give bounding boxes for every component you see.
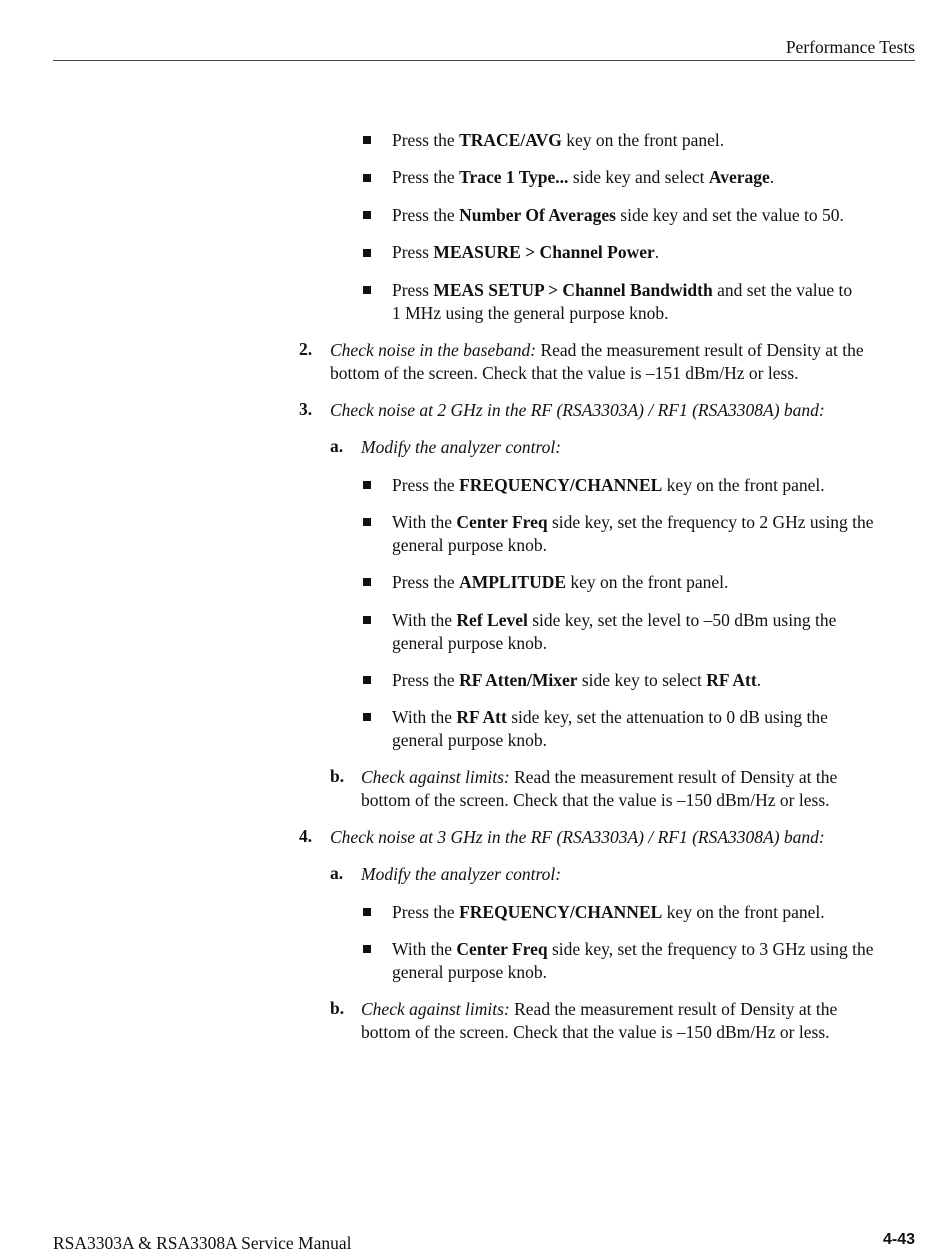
text-run: With the — [392, 939, 457, 959]
text-run: general purpose knob. — [392, 535, 548, 555]
substep-text-continued: bottom of the screen. Check that the value is –150 dBm/Hz or less. — [361, 1022, 830, 1042]
bullet-text — [392, 511, 874, 534]
text-run: Press the — [392, 670, 460, 690]
bullet-text — [392, 204, 844, 227]
bullet-icon — [363, 578, 371, 586]
bold-run: TRACE/AVG — [459, 130, 562, 150]
bold-run: FREQUENCY/CHANNEL — [459, 475, 663, 495]
bold-run: Ref Level — [456, 610, 528, 630]
bullet-text-continued — [392, 534, 547, 557]
step-text — [330, 339, 864, 362]
step-title: Check noise at 2 GHz in the RF (RSA3303A) / RF1 (RSA3308A) band: — [330, 400, 825, 420]
substep-letter: b. — [330, 766, 345, 786]
bullet-icon — [363, 249, 371, 257]
text-run: . — [756, 670, 762, 690]
bold-run: MEASURE > Channel Power — [433, 242, 655, 262]
bold-run: RF Atten/Mixer — [459, 670, 578, 690]
text-run: . — [769, 167, 775, 187]
text-run: key on the front panel. — [566, 572, 729, 592]
text-run: Press the — [392, 130, 460, 150]
substep-letter: a. — [330, 436, 344, 456]
bullet-text-continued — [392, 632, 547, 655]
substep-letter: a. — [330, 863, 344, 883]
bullet-icon — [363, 616, 371, 624]
text-run: Press the — [392, 205, 460, 225]
italic-run: Check noise in the baseband: — [330, 340, 537, 360]
text-run: key on the front panel. — [662, 902, 825, 922]
bullet-text — [392, 129, 724, 152]
text-run: side key, set the level to –50 dBm using the — [527, 610, 837, 630]
section-title: Performance Tests — [785, 37, 915, 57]
step-number: 2. — [299, 339, 313, 359]
bullet-text-continued — [392, 302, 669, 325]
text-run: side key and set the value to 50. — [615, 205, 844, 225]
bold-run: Number Of Averages — [459, 205, 616, 225]
text-run: side key, set the attenuation to 0 dB using the — [506, 707, 828, 727]
bullet-text — [392, 571, 728, 594]
text-run: With the — [392, 707, 457, 727]
substep-text-continued: bottom of the screen. Check that the value is –150 dBm/Hz or less. — [361, 790, 830, 810]
text-run: and set the value to — [712, 280, 853, 300]
step-number: 4. — [299, 826, 313, 846]
bullet-text — [392, 609, 836, 632]
bullet-icon — [363, 945, 371, 953]
bold-run: AMPLITUDE — [459, 572, 567, 592]
bullet-icon — [363, 136, 371, 144]
bullet-text — [392, 706, 828, 729]
text-run: Press the — [392, 167, 460, 187]
text-run: Read the measurement result of Density at the — [536, 340, 864, 360]
text-run: key on the front panel. — [561, 130, 725, 150]
text-run: Press the — [392, 475, 460, 495]
bullet-icon — [363, 518, 371, 526]
text-run: Press — [392, 280, 434, 300]
bold-run: Center Freq — [456, 939, 548, 959]
step-title: Check noise at 3 GHz in the RF (RSA3303A) / RF1 (RSA3308A) band: — [330, 827, 825, 847]
text-run: general purpose knob. — [392, 633, 548, 653]
text-run: . — [654, 242, 660, 262]
text-run: Read the measurement result of Density at the — [509, 767, 838, 787]
bold-run: Trace 1 Type... — [459, 167, 569, 187]
text-run: key on the front panel. — [662, 475, 825, 495]
bold-run: RF Att — [456, 707, 507, 727]
substep-text — [361, 766, 837, 789]
text-run: Read the measurement result of Density at the — [509, 999, 838, 1019]
text-run: side key, set the frequency to 2 GHz using the — [547, 512, 874, 532]
bullet-icon — [363, 286, 371, 294]
page-number: 4-43 — [882, 1231, 915, 1248]
bullet-text-continued — [392, 961, 547, 984]
bullet-icon — [363, 676, 371, 684]
italic-run: Check against limits: — [361, 999, 510, 1019]
bullet-icon — [363, 481, 371, 489]
bullet-text-continued — [392, 729, 547, 752]
bold-run: FREQUENCY/CHANNEL — [459, 902, 663, 922]
step-text-continued: bottom of the screen. Check that the value is –151 dBm/Hz or less. — [330, 363, 799, 383]
text-run: Press the — [392, 572, 460, 592]
text-run: general purpose knob. — [392, 962, 548, 982]
bullet-text — [392, 241, 659, 264]
manual-title: RSA3303A & RSA3308A Service Manual — [53, 1233, 352, 1253]
bold-run: MEAS SETUP > Channel Bandwidth — [433, 280, 713, 300]
text-run: With the — [392, 512, 457, 532]
bullet-icon — [363, 713, 371, 721]
bullet-text — [392, 166, 774, 189]
substep-text — [361, 998, 837, 1021]
step-number: 3. — [299, 399, 313, 419]
text-run: With the — [392, 610, 457, 630]
text-run: general purpose knob. — [392, 730, 548, 750]
text-run: side key and select — [568, 167, 709, 187]
substep-title: Modify the analyzer control: — [361, 864, 562, 884]
text-run: 1 MHz using the general purpose knob. — [392, 303, 669, 323]
substep-title: Modify the analyzer control: — [361, 437, 562, 457]
bold-run: RF Att — [706, 670, 757, 690]
bullet-text — [392, 474, 825, 497]
text-run: Press the — [392, 902, 460, 922]
bullet-text — [392, 669, 761, 692]
substep-letter: b. — [330, 998, 345, 1018]
bold-run: Center Freq — [456, 512, 548, 532]
bold-run: Average — [708, 167, 770, 187]
bullet-icon — [363, 908, 371, 916]
bullet-text — [392, 938, 874, 961]
header-divider — [53, 60, 915, 61]
text-run: side key, set the frequency to 3 GHz using the — [547, 939, 874, 959]
italic-run: Check against limits: — [361, 767, 510, 787]
bullet-icon — [363, 211, 371, 219]
bullet-text — [392, 279, 852, 302]
bullet-icon — [363, 174, 371, 182]
text-run: Press — [392, 242, 434, 262]
bullet-text — [392, 901, 825, 924]
text-run: side key to select — [577, 670, 707, 690]
